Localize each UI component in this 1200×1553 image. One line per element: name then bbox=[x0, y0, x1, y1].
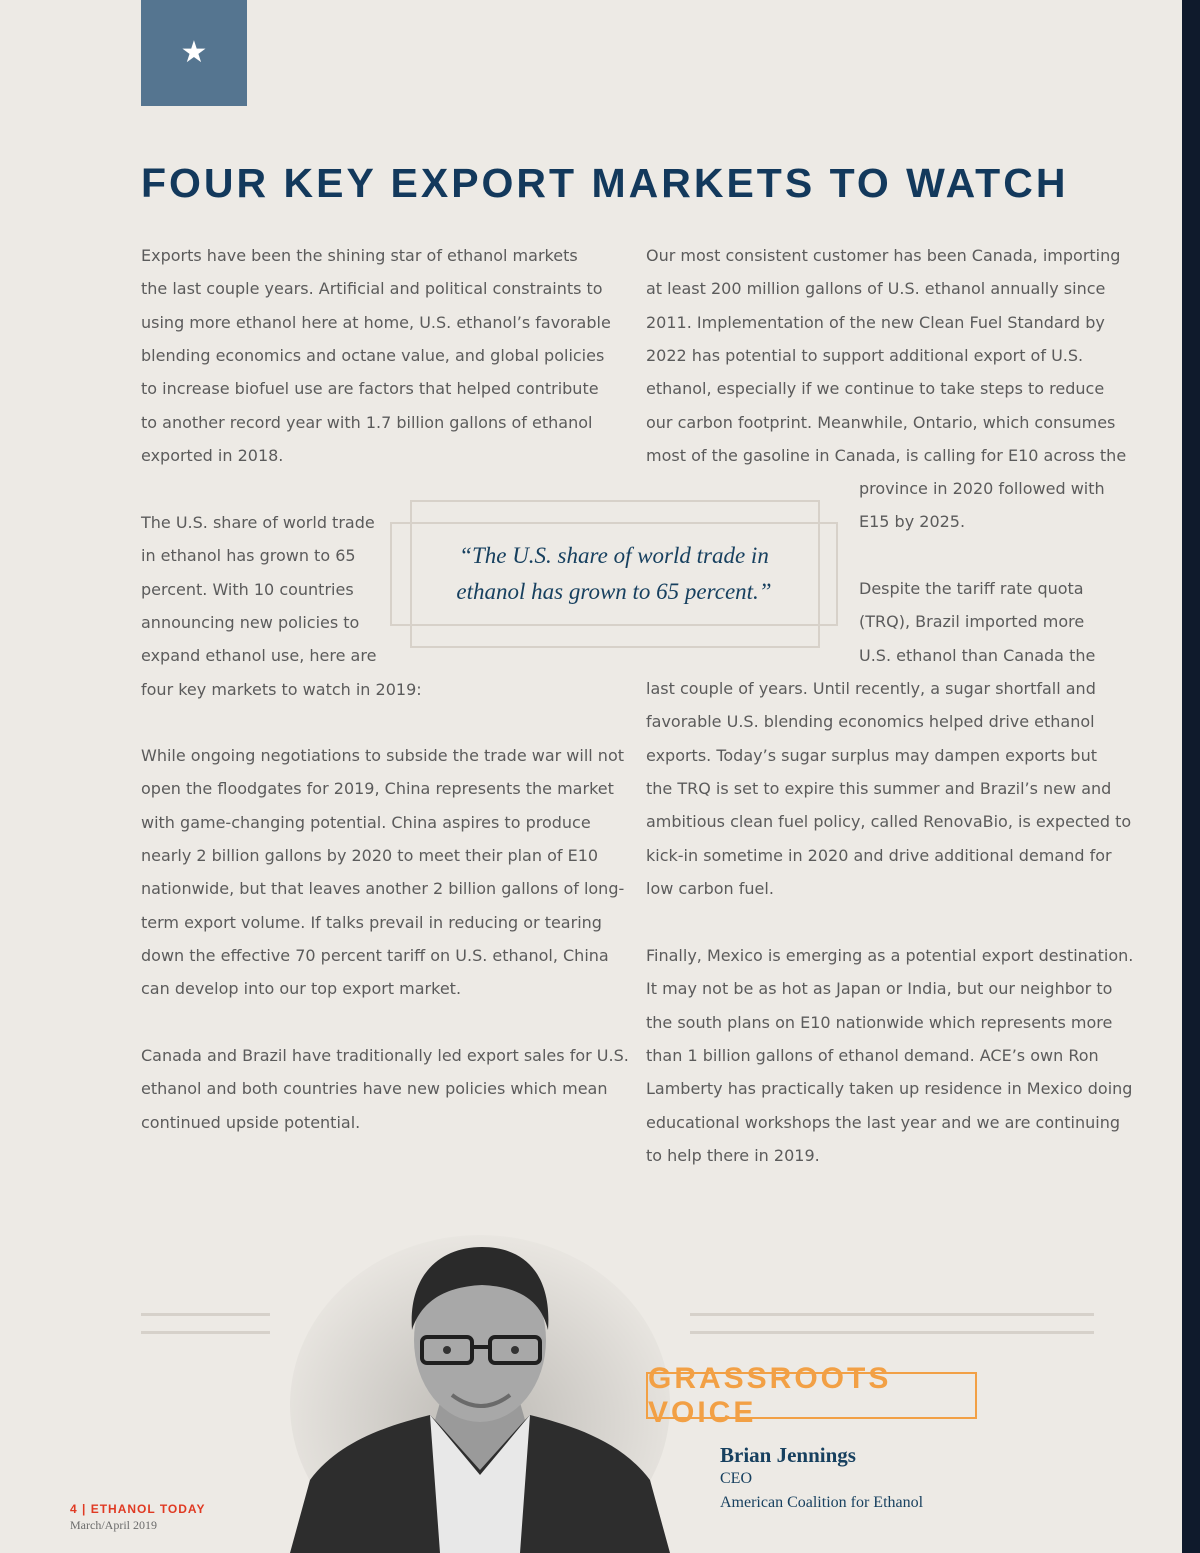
article-title: FOUR KEY EXPORT MARKETS TO WATCH bbox=[141, 160, 1069, 206]
text-line: ethanol and both countries have new policies which mean bbox=[141, 1079, 608, 1099]
paragraph-canada-tail bbox=[859, 472, 1105, 539]
text-line: E15 by 2025. bbox=[859, 512, 966, 532]
text-line: at least 200 million gallons of U.S. ethanol annually since bbox=[646, 279, 1106, 299]
paragraph-intro bbox=[141, 239, 611, 472]
author-title: CEO bbox=[720, 1470, 752, 1487]
text-line: Lamberty has practically taken up residence in Mexico doing bbox=[646, 1079, 1133, 1099]
text-line: to another record year with 1.7 billion gallons of ethanol bbox=[141, 412, 593, 432]
author-portrait bbox=[270, 1235, 690, 1553]
text-line: last couple of years. Until recently, a sugar shortfall and bbox=[646, 679, 1096, 698]
text-line: announcing new policies to bbox=[141, 612, 360, 632]
text-line: using more ethanol here at home, U.S. ethanol’s favorable bbox=[141, 312, 611, 332]
text-line: ambitious clean fuel policy, called RenovaBio, is expected to bbox=[646, 812, 1132, 832]
section-label: GRASSROOTS VOICE bbox=[648, 1361, 892, 1429]
paragraph-brazil-intro bbox=[859, 572, 1095, 672]
text-line: ethanol, especially if we continue to take steps to reduce bbox=[646, 379, 1105, 399]
text-line: to increase biofuel use are factors that helped contribute bbox=[141, 379, 599, 399]
text-line: Finally, Mexico is emerging as a potential export destination. bbox=[646, 946, 1134, 965]
section-label-box bbox=[646, 1361, 977, 1429]
paragraph-canada bbox=[646, 239, 1126, 472]
page-edge-band bbox=[1182, 0, 1200, 1553]
author-name: Brian Jennings bbox=[720, 1443, 856, 1467]
text-line: Our most consistent customer has been Canada, importing bbox=[646, 246, 1121, 265]
text-line: four key markets to watch in 2019: bbox=[141, 679, 422, 699]
star-icon: ★ bbox=[180, 35, 208, 70]
text-line: nationwide, but that leaves another 2 billion gallons of long- bbox=[141, 879, 625, 899]
text-line: nearly 2 billion gallons by 2020 to meet their plan of E10 bbox=[141, 845, 599, 865]
text-line: 2011. Implementation of the new Clean Fuel Standard by bbox=[646, 312, 1105, 332]
issue-date: March/April 2019 bbox=[70, 1518, 157, 1532]
text-line: Despite the tariff rate quota bbox=[859, 579, 1084, 598]
text-line: blending economics and octane value, and global policies bbox=[141, 345, 605, 365]
text-line: the last couple years. Artificial and political constraints to bbox=[141, 279, 603, 299]
text-line: with game-changing potential. China aspires to produce bbox=[141, 812, 591, 832]
text-line: It may not be as hot as Japan or India, but our neighbor to bbox=[646, 979, 1113, 999]
text-line: exported in 2018. bbox=[141, 445, 284, 465]
text-line: exports. Today’s sugar surplus may dampen exports but bbox=[646, 745, 1097, 765]
text-line: open the floodgates for 2019, China represents the market bbox=[141, 779, 614, 799]
text-line: the south plans on E10 nationwide which represents more bbox=[646, 1012, 1113, 1032]
page-folio: 4 | ETHANOL TODAY bbox=[70, 1502, 206, 1516]
text-line: favorable U.S. blending economics helped drive ethanol bbox=[646, 712, 1095, 732]
text-line: The U.S. share of world trade bbox=[141, 513, 375, 532]
text-line: 2022 has potential to support additional export of U.S. bbox=[646, 345, 1084, 365]
pull-quote-line: “The U.S. share of world trade in bbox=[459, 543, 769, 568]
text-line: continued upside potential. bbox=[141, 1112, 361, 1132]
paragraph-brazil bbox=[646, 672, 1131, 905]
text-line: (TRQ), Brazil imported more bbox=[859, 612, 1085, 632]
paragraph-world-share bbox=[141, 506, 422, 706]
text-line: than 1 billion gallons of ethanol demand. ACE’s own Ron bbox=[646, 1045, 1099, 1065]
text-line: Canada and Brazil have traditionally led export sales for U.S. bbox=[141, 1046, 629, 1065]
paragraph-mexico bbox=[646, 939, 1133, 1172]
pull-quote-line: ethanol has grown to 65 percent.” bbox=[456, 579, 772, 604]
text-line: While ongoing negotiations to subside the trade war will not bbox=[141, 746, 625, 765]
text-line: in ethanol has grown to 65 bbox=[141, 546, 356, 566]
text-line: percent. With 10 countries bbox=[141, 579, 354, 599]
text-line: Exports have been the shining star of ethanol markets bbox=[141, 246, 578, 265]
text-line: term export volume. If talks prevail in reducing or tearing bbox=[141, 912, 602, 932]
author-organization: American Coalition for Ethanol bbox=[720, 1494, 924, 1511]
text-line: U.S. ethanol than Canada the bbox=[859, 645, 1096, 665]
star-badge bbox=[141, 0, 247, 106]
text-line: down the effective 70 percent tariff on U.S. ethanol, China bbox=[141, 945, 609, 965]
pull-quote bbox=[412, 538, 816, 610]
text-line: the TRQ is set to expire this summer and Brazil’s new and bbox=[646, 778, 1112, 798]
text-line: low carbon fuel. bbox=[646, 878, 774, 898]
text-line: expand ethanol use, here are bbox=[141, 646, 377, 666]
text-line: educational workshops the last year and we are continuing bbox=[646, 1112, 1120, 1132]
text-line: province in 2020 followed with bbox=[859, 479, 1105, 498]
text-line: kick-in sometime in 2020 and drive additional demand for bbox=[646, 845, 1112, 865]
text-line: our carbon footprint. Meanwhile, Ontario, which consumes bbox=[646, 412, 1116, 432]
text-line: can develop into our top export market. bbox=[141, 979, 462, 999]
paragraph-canada-brazil bbox=[141, 1039, 629, 1139]
text-line: to help there in 2019. bbox=[646, 1145, 820, 1165]
paragraph-china bbox=[141, 739, 624, 1006]
text-line: most of the gasoline in Canada, is calling for E10 across the bbox=[646, 445, 1127, 465]
